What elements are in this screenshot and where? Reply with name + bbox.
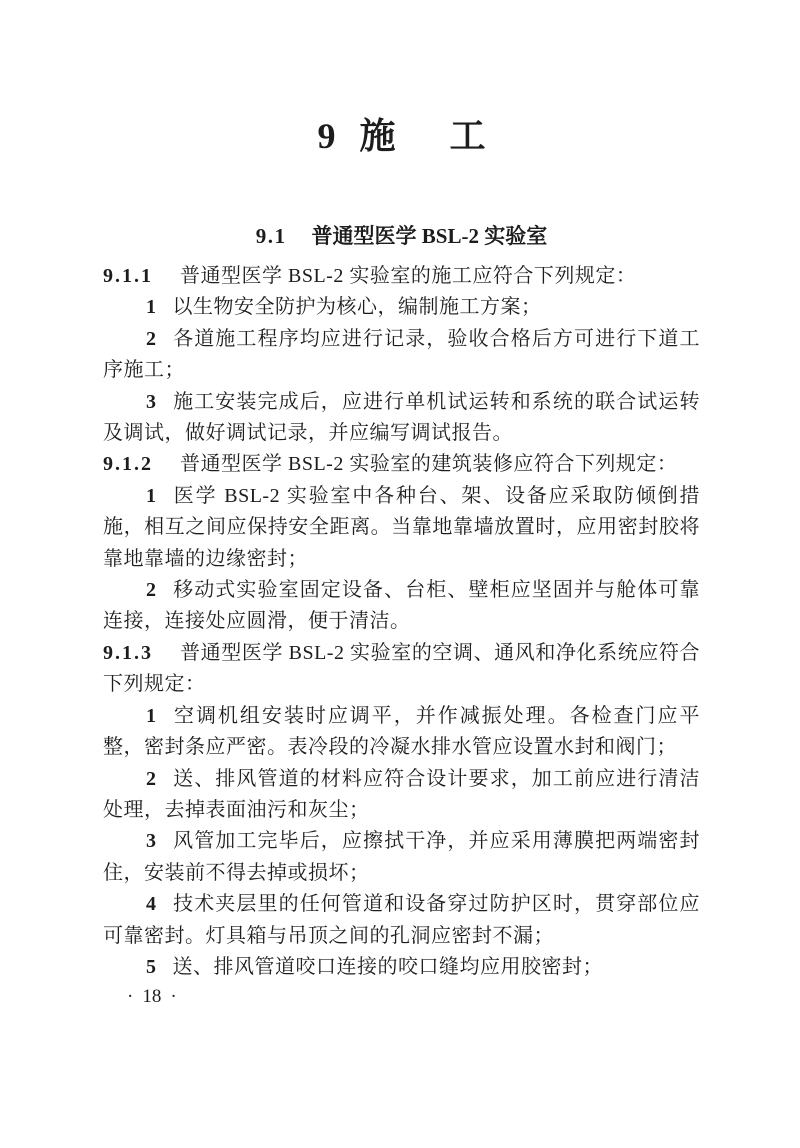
page-number-left-dot: · [127,986,134,1007]
section-number: 9.1 [255,224,287,248]
chapter-title-word-1: 施 [359,116,396,156]
section-title-text: 普通型医学 BSL-2 实验室 [311,224,548,248]
clause-number: 9.1.2 [103,453,153,476]
clause-paragraph [103,638,700,701]
item-number: 2 [146,327,157,350]
item-text: 施工安装完成后，应进行单机试运转和系统的联合试运转及调试，做好调试记录，并应编写调试报告。 [103,390,700,445]
item-text: 送、排风管道咬口连接的咬口缝均应用胶密封； [172,955,603,978]
page-number-right-dot: · [170,986,177,1007]
item-text: 风管加工完毕后，应擦拭干净，并应采用薄膜把两端密封住，安装前不得去掉或损坏； [103,830,700,884]
item-text: 各道施工程序均应进行记录，验收合格后方可进行下道工序施工； [103,327,700,382]
list-item [103,889,700,952]
item-text: 技术夹层里的任何管道和设备穿过防护区时，贯穿部位应可靠密封。灯具箱与吊顶之间的孔洞应密封不漏； [103,893,700,947]
item-number: 3 [146,830,157,853]
body-text [103,261,700,983]
chapter-title-word-2: 工 [449,116,486,156]
list-item [103,952,700,983]
item-text: 送、排风管道的材料应符合设计要求，加工前应进行清洁处理，去掉表面油污和灰尘； [103,767,700,821]
item-number: 1 [146,484,157,507]
clause-paragraph [103,449,700,480]
chapter-title [103,112,700,160]
item-text: 以生物安全防护为核心，编制施工方案； [172,296,542,319]
item-number: 5 [146,955,157,978]
page-number-value: 18 [142,986,162,1007]
list-item [103,387,700,450]
clause-number: 9.1.1 [103,265,153,287]
list-item [103,701,700,764]
item-number: 3 [146,390,157,413]
item-number: 4 [146,893,157,916]
clause-text: 普通型医学 BSL-2 实验室的施工应符合下列规定： [180,265,637,287]
item-text: 移动式实验室固定设备、台柜、壁柜应坚固并与舱体可靠连接，连接处应圆滑，便于清洁。 [103,579,700,633]
list-item [103,826,700,889]
clause-number: 9.1.3 [103,641,153,664]
clause-text: 普通型医学 BSL-2 实验室的建筑装修应符合下列规定： [180,453,678,476]
section-title [103,223,700,249]
clause-paragraph [103,261,700,292]
item-number: 1 [146,704,157,727]
chapter-number: 9 [317,116,336,156]
item-number: 1 [146,296,157,319]
list-item [103,324,700,387]
item-text: 医学 BSL-2 实验室中各种台、架、设备应采取防倾倒措施，相互之间应保持安全距离。当靠地靠墙放置时，应用密封胶将靠地靠墙的边缘密封； [103,484,700,570]
clause-text: 普通型医学 BSL-2 实验室的空调、通风和净化系统应符合下列规定： [103,641,700,696]
item-number: 2 [146,579,157,602]
list-item [103,481,700,575]
item-text: 空调机组安装时应调平，并作减振处理。各检查门应平整，密封条应严密。表冷段的冷凝水排水管应设置水封和阀门； [103,704,700,759]
page-number [118,984,186,1010]
item-number: 2 [146,767,157,790]
list-item [103,575,700,638]
list-item [103,764,700,827]
list-item [103,292,700,323]
